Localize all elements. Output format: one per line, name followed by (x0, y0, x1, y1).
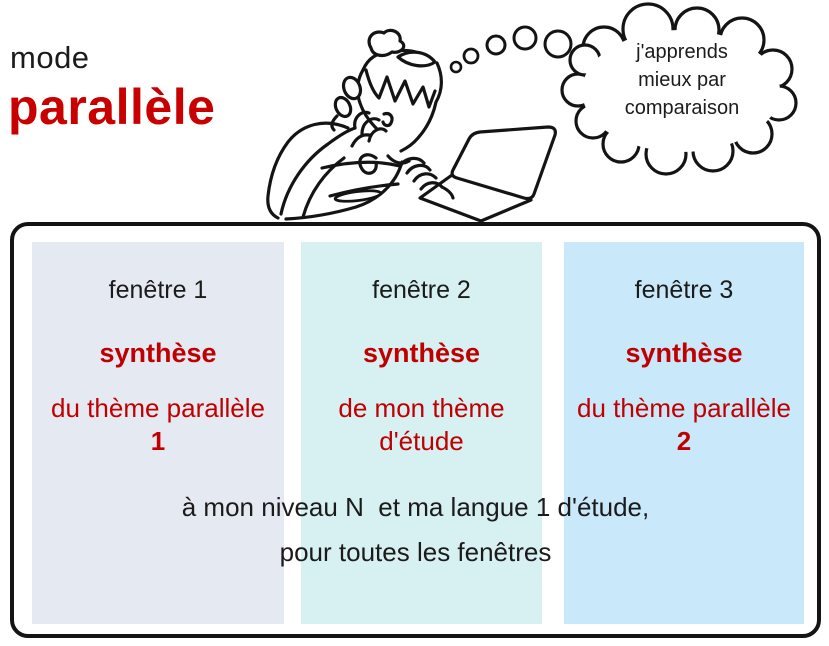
thought-bubble-text (596, 38, 768, 122)
page-title: parallèle (8, 79, 216, 135)
windows-board (10, 222, 821, 638)
header (0, 0, 829, 232)
board-footer-line2: pour toutes les fenêtres (279, 537, 552, 567)
thought-line-1: j'apprends (636, 41, 728, 63)
window-heading: synthèse (362, 338, 481, 368)
thought-line-2: mieux par (638, 69, 726, 91)
mode-label: mode (10, 40, 90, 75)
window-name: fenêtre 3 (634, 276, 734, 304)
window-heading: synthèse (99, 338, 217, 368)
window-subject-line1: du thème parallèle (51, 393, 265, 423)
window-subject-line2: d'étude (379, 426, 464, 456)
window-subject-line1: du thème parallèle (577, 393, 791, 423)
window-name: fenêtre 2 (372, 276, 471, 304)
board-footer-line1: à mon niveau N et ma langue 1 d'étude, (181, 492, 650, 522)
window-subject-line2: 2 (676, 426, 692, 456)
window-heading: synthèse (625, 338, 743, 368)
thought-line-3: comparaison (624, 97, 740, 119)
window-name: fenêtre 1 (108, 276, 208, 304)
window-subject-line2: 1 (150, 426, 166, 456)
thought-dots-icon (451, 27, 571, 72)
window-subject-line1: de mon thème (338, 393, 505, 423)
